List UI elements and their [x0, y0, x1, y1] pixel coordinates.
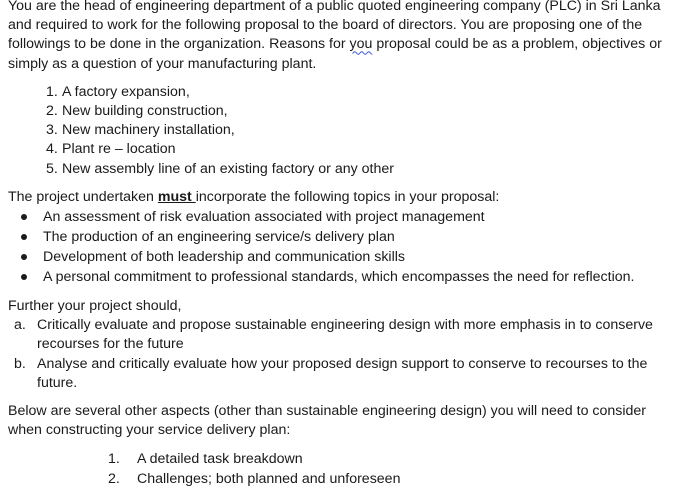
- bullet-icon: [21, 274, 27, 280]
- further-intro-paragraph: Further your project should,: [8, 298, 182, 315]
- list-item: [8, 160, 683, 179]
- aspects-numbered-list: [8, 450, 683, 488]
- list-number: 5.: [46, 160, 58, 177]
- lettered-text: Critically evaluate and propose sustainable engineering design with more emphasis in to conserve recourses for the future: [37, 317, 653, 353]
- list-letter: a.: [14, 317, 26, 334]
- list-text: New building construction,: [62, 103, 228, 120]
- aspects-intro-paragraph: Below are several other aspects (other than sustainable engineering design) you will need to consider when constructing your service delivery plan:: [8, 403, 647, 439]
- list-text: A detailed task breakdown: [137, 451, 303, 468]
- lettered-item: [8, 316, 683, 354]
- bullet-item: [8, 247, 683, 267]
- list-item: [8, 121, 683, 140]
- bullet-icon: [21, 254, 27, 260]
- document-page: [8, 0, 683, 489]
- list-number: 1.: [108, 451, 120, 468]
- bullet-icon: [21, 214, 27, 220]
- topics-intro-end: incorporate the following topics in your proposal:: [195, 188, 500, 205]
- list-text: New assembly line of an existing factory or any other: [62, 160, 394, 177]
- intro-text-end: proposal could be as a problem, objectives or simply as a question of your manufacturing plant.: [8, 36, 662, 72]
- topics-intro-paragraph: [8, 188, 683, 207]
- bullet-text: Development of both leadership and communication skills: [43, 249, 405, 266]
- further-lettered-list: [8, 316, 683, 393]
- bullet-item: [8, 227, 683, 247]
- list-item: [8, 450, 683, 469]
- topics-intro-start: The project undertaken: [8, 188, 158, 205]
- list-number: 4.: [46, 141, 58, 158]
- proposal-options-list: [8, 83, 683, 179]
- lettered-item: [8, 355, 683, 393]
- spellcheck-word-you: you: [349, 36, 373, 53]
- list-text: New machinery installation,: [62, 122, 235, 139]
- list-item: [8, 83, 683, 102]
- list-item: [8, 470, 683, 489]
- bullet-item: [8, 267, 683, 287]
- bullet-text: An assessment of risk evaluation associated with project management: [43, 209, 485, 226]
- list-text: Plant re – location: [62, 141, 176, 158]
- list-letter: b.: [14, 355, 26, 372]
- list-number: 3.: [46, 122, 58, 139]
- list-text: Challenges; both planned and unforeseen: [137, 470, 401, 487]
- list-number: 2.: [108, 470, 120, 487]
- list-number: 2.: [46, 103, 58, 120]
- intro-paragraph: [8, 0, 683, 74]
- bullet-item: [8, 207, 683, 227]
- list-text: A factory expansion,: [62, 83, 190, 100]
- bullet-icon: [21, 234, 27, 240]
- list-item: [8, 102, 683, 121]
- bullet-text: The production of an engineering service/s delivery plan: [43, 229, 395, 246]
- intro-text-start: You are the head of engineering department of a public quoted engineering company (PLC) in Sri Lanka and required to work for the following proposal to the board of directors. You are proposing one of the followings to be done in the organization. Reasons for: [8, 0, 661, 53]
- bullet-text: A personal commitment to professional standards, which encompasses the need for reflection.: [43, 269, 635, 286]
- lettered-text: Analyse and critically evaluate how your proposed design support to conserve to recourses to the future.: [37, 355, 648, 391]
- topics-bullet-list: [8, 207, 683, 287]
- list-item: [8, 140, 683, 159]
- list-number: 1.: [46, 83, 58, 100]
- must-emphasis: must: [157, 188, 196, 205]
